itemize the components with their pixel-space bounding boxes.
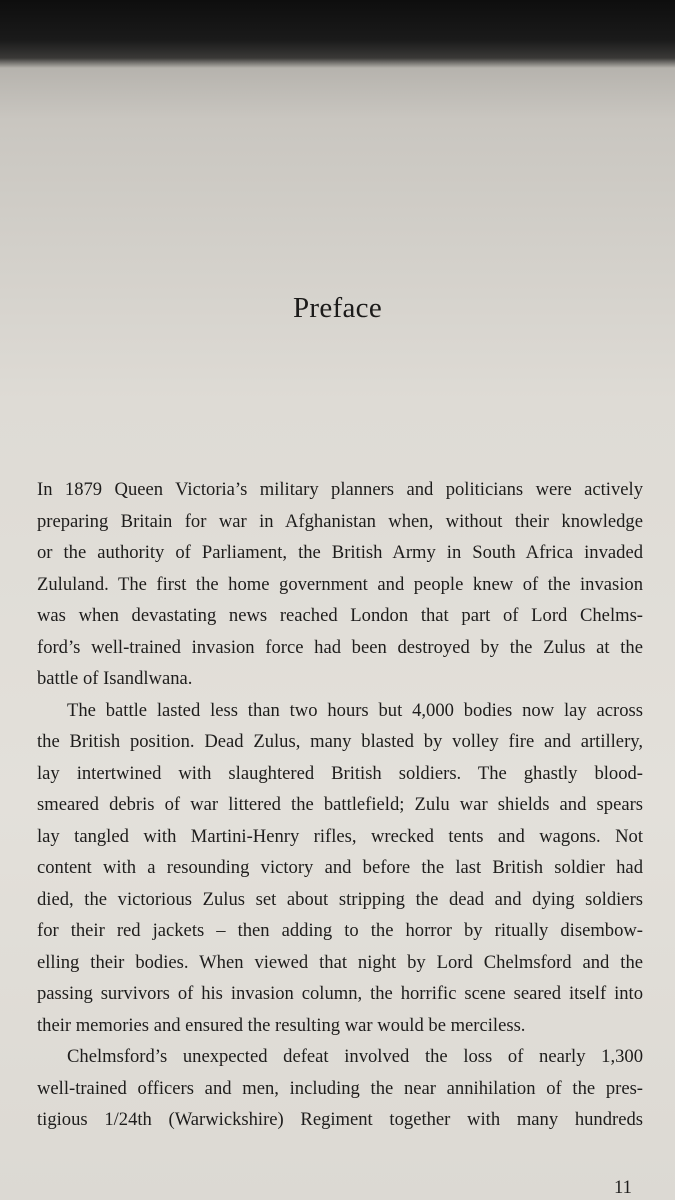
text-line: the British position. Dead Zulus, many blasted by volley fire and artillery, [37,731,643,752]
text-line: elling their bodies. When viewed that night by Lord Chelmsford and the [37,951,643,973]
text-line: lay tangled with Martini-Henry rifles, wrecked tents and wagons. Not [37,825,643,847]
chapter-title: Preface [292,292,383,324]
text-line: was when devastating news reached London that part of Lord Chelms- [37,605,643,626]
text-line: died, the victorious Zulus set about stripping the dead and dying soldiers [37,888,643,910]
text-line: or the authority of Parliament, the British Army in South Africa invaded [37,542,643,563]
text-line: content with a resounding victory and before the last British soldier had [37,857,643,878]
paragraph-2 [37,695,643,1042]
text-line: Chelmsford’s unexpected defeat involved the loss of nearly 1,300 [67,1046,643,1067]
text-line: battle of Isandlwana. [37,668,193,689]
text-line: passing survivors of his invasion column, the horrific scene seared itself into [37,983,643,1004]
page-number: 11 [614,1177,632,1198]
text-line: ford’s well-trained invasion force had been destroyed by the Zulus at the [37,636,643,658]
text-line: In 1879 Queen Victoria’s military planners and politicians were actively [37,479,643,500]
text-line: The battle lasted less than two hours but 4,000 bodies now lay across [67,699,643,721]
text-line: Zululand. The first the home government and people knew of the invasion [37,573,643,595]
text-line: well-trained officers and men, including the near annihilation of the pres- [37,1077,643,1099]
text-line: lay intertwined with slaughtered British soldiers. The ghastly blood- [37,762,643,784]
text-line: their memories and ensured the resulting war would be merciless. [37,1014,526,1036]
paragraph-1 [37,474,643,695]
text-line: preparing Britain for war in Afghanistan when, without their knowledge [37,510,643,532]
text-line: for their red jackets – then adding to the horror by ritually disembow- [37,920,643,941]
text-line: smeared debris of war littered the battlefield; Zulu war shields and spears [37,794,643,815]
text-line: tigious 1/24th (Warwickshire) Regiment together with many hundreds [37,1109,643,1130]
paragraph-3 [37,1041,643,1136]
page-top-shadow [0,0,675,68]
body-text [37,474,643,1136]
